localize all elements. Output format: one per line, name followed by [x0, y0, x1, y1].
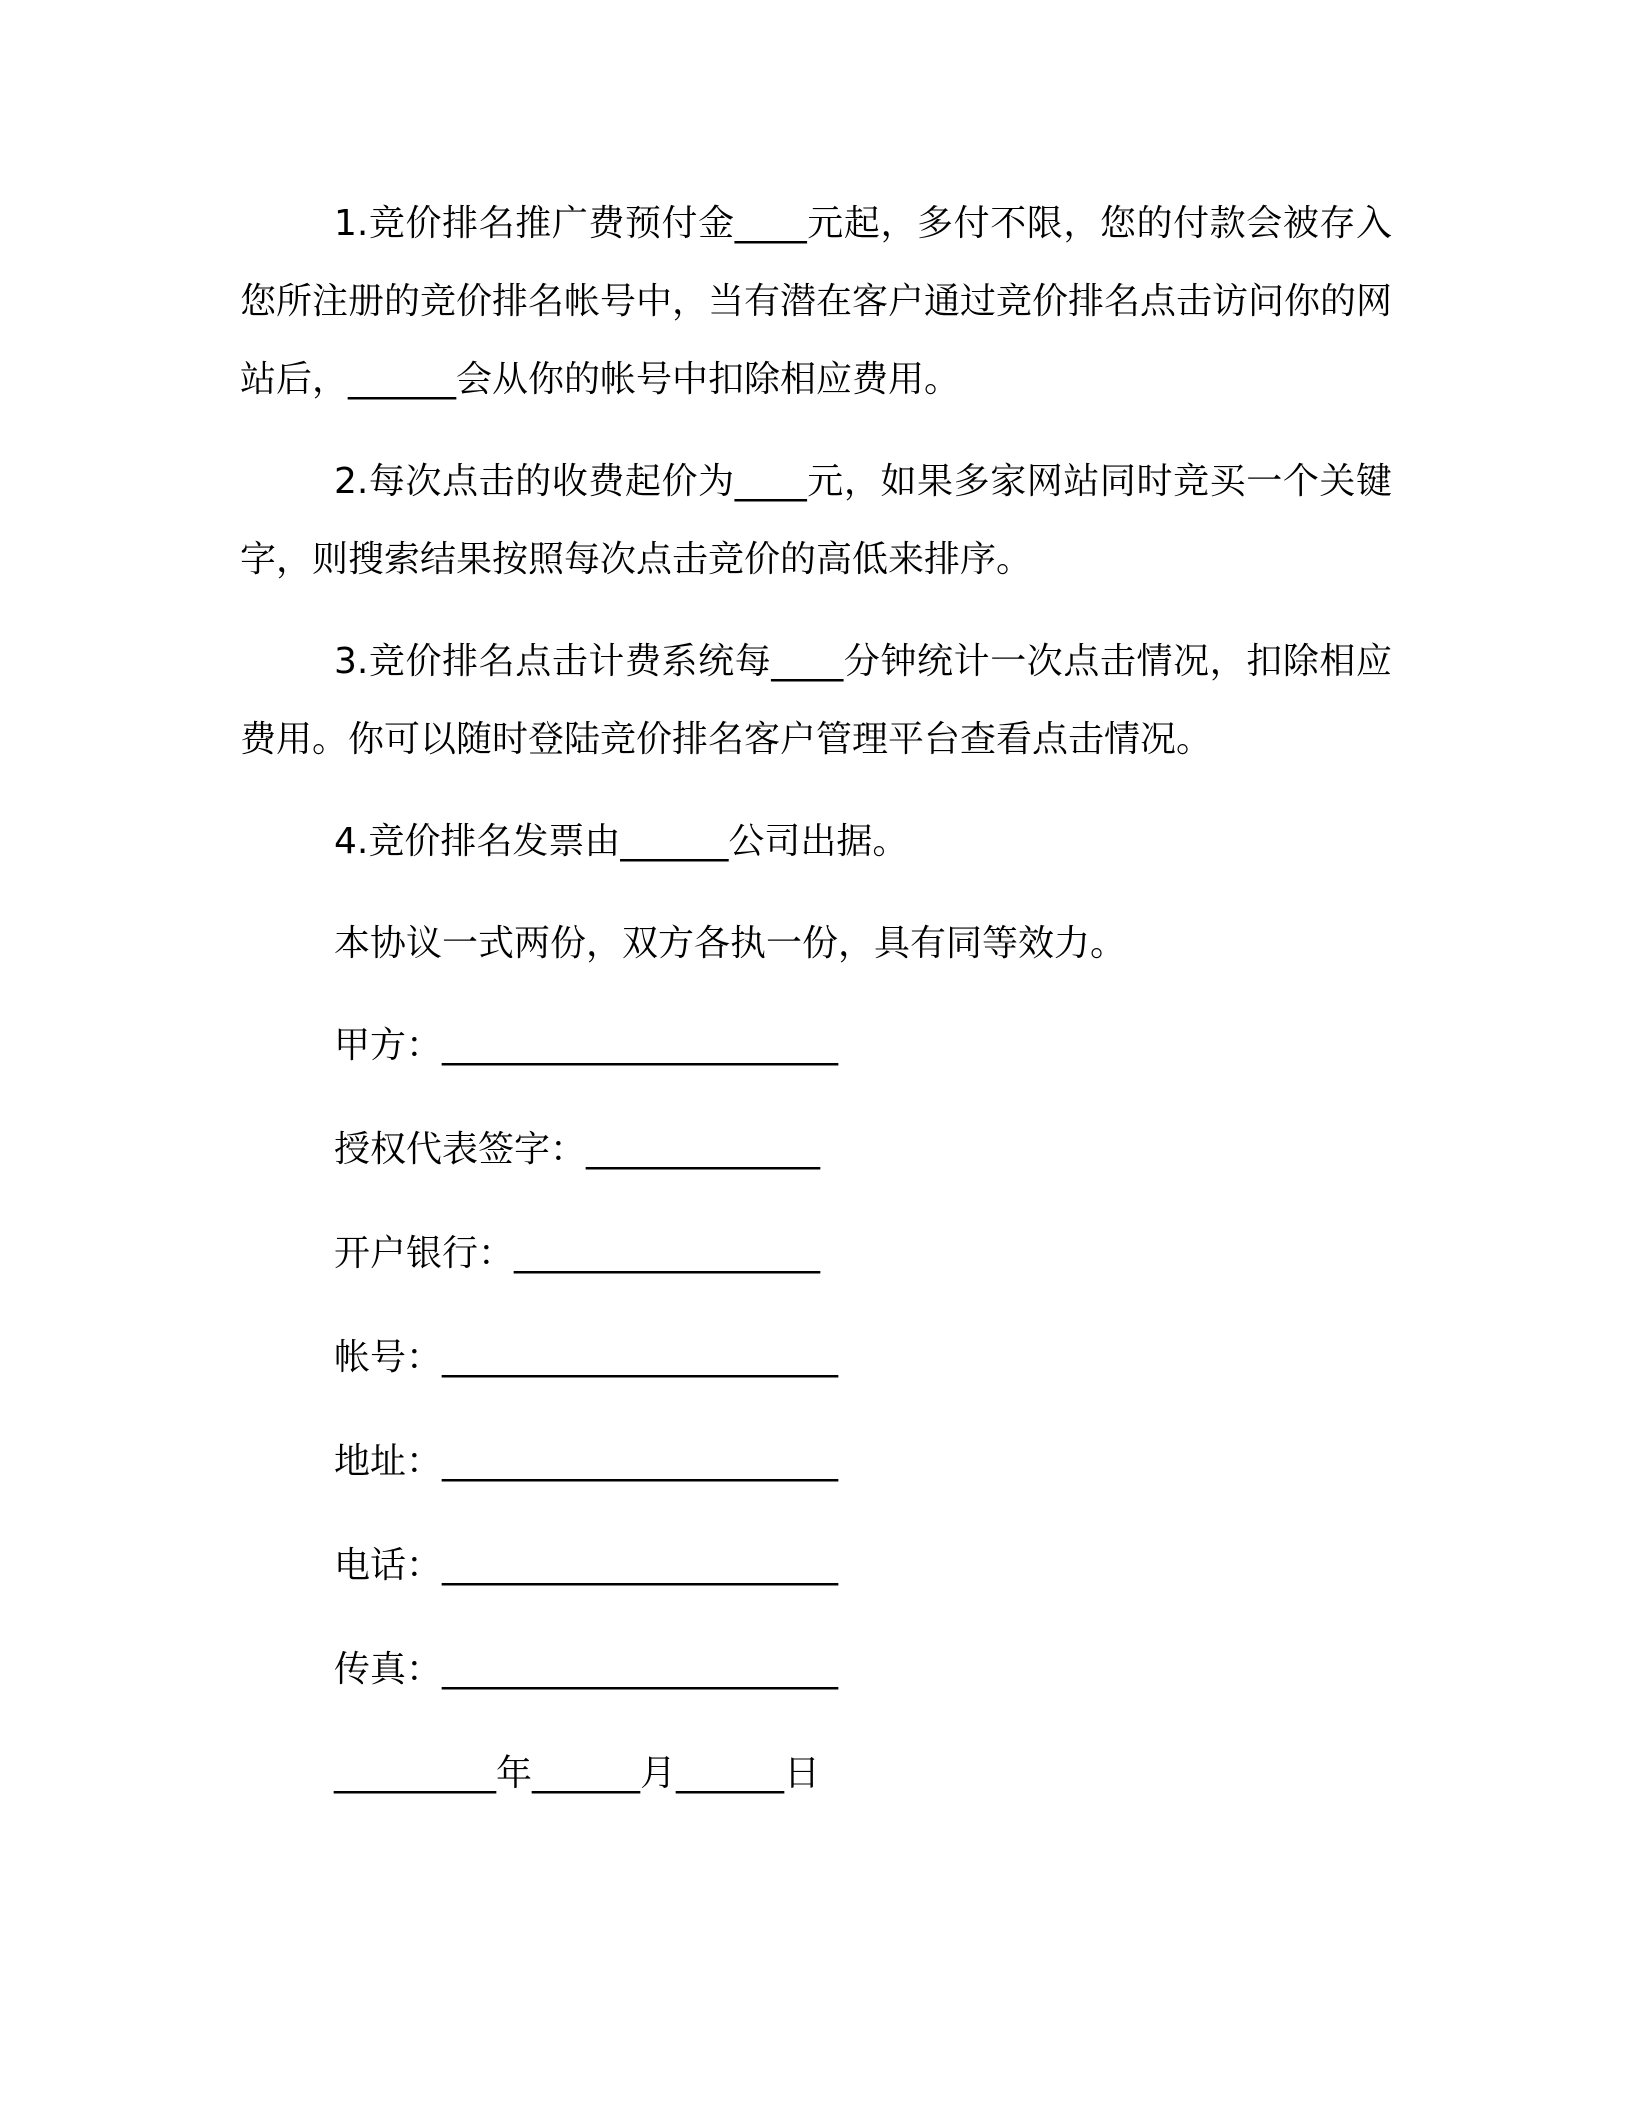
bank-field: 开户银行：_________________ — [334, 1233, 821, 1274]
clause-3-paragraph: 3.竞价排名点击计费系统每____分钟统计一次点击情况，扣除相应费用。你可以随时登陆竞价排名客户管理平台查看点击情况。 — [240, 641, 1392, 760]
clause-4-paragraph: 4.竞价排名发票由______公司出据。 — [334, 821, 909, 862]
document-body — [240, 185, 1392, 1839]
party-a-field: 甲方：______________________ — [334, 1025, 839, 1066]
phone-field: 电话：______________________ — [334, 1545, 839, 1586]
date-field: _________年______月______日 — [334, 1753, 820, 1794]
address-field: 地址：______________________ — [334, 1441, 839, 1482]
clause-1-paragraph: 1.竞价排名推广费预付金____元起，多付不限，您的付款会被存入您所注册的竞价排名帐号中，当有潜在客户通过竞价排名点击访问你的网站后，______会从你的帐号中扣除相应费用。 — [240, 203, 1393, 400]
account-field: 帐号：______________________ — [334, 1337, 839, 1378]
agreement-copies-paragraph: 本协议一式两份，双方各执一份，具有同等效力。 — [334, 923, 1127, 964]
clause-2-paragraph: 2.每次点击的收费起价为____元，如果多家网站同时竞买一个关键字，则搜索结果按照每次点击竞价的高低来排序。 — [240, 461, 1392, 580]
fax-field: 传真：______________________ — [334, 1649, 839, 1690]
authorized-signature-field: 授权代表签字：_____________ — [334, 1129, 821, 1170]
